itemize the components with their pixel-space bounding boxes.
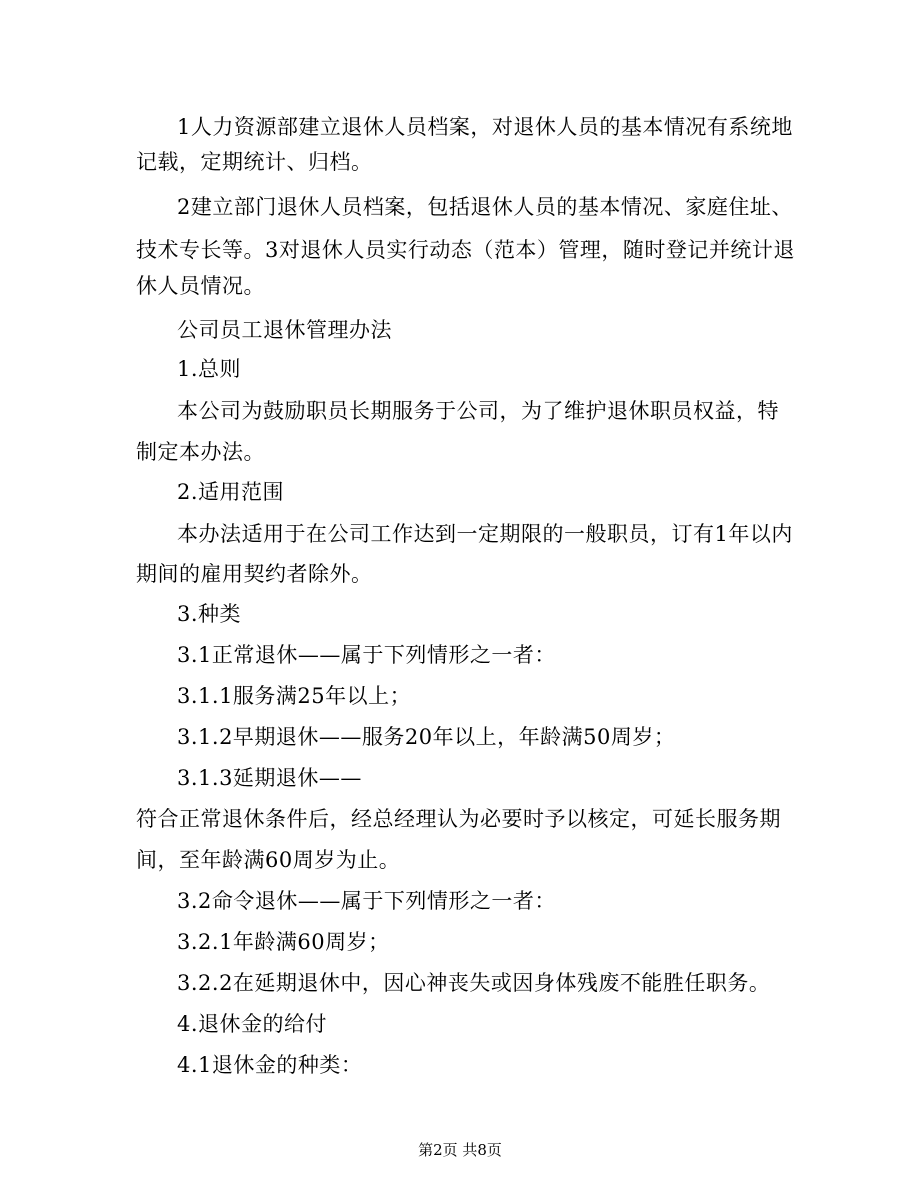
paragraph-line: 3.1.3延期退休—— (177, 766, 362, 790)
paragraph-line: 记载，定期统计、归档。 (136, 150, 373, 174)
paragraph-line: 1人力资源部建立退休人员档案，对退休人员的基本情况有系统地 (177, 115, 793, 139)
page-number-footer: 第2页 共8页 (418, 1141, 502, 1159)
section-heading: 4.退休金的给付 (177, 1012, 328, 1036)
paragraph-line: 2建立部门退休人员档案，包括退休人员的基本情况、家庭住址、 (177, 195, 793, 219)
paragraph-line: 4.1退休金的种类： (177, 1053, 363, 1077)
section-heading: 1.总则 (177, 357, 242, 381)
paragraph-line: 3.2.2在延期退休中，因心神丧失或因身体残废不能胜任职务。 (177, 971, 771, 995)
paragraph-line: 本公司为鼓励职员长期服务于公司，为了维护退休职员权益，特 (177, 399, 779, 423)
paragraph-line: 符合正常退休条件后，经总经理认为必要时予以核定，可延长服务期 (136, 807, 781, 831)
paragraph-line: 本办法适用于在公司工作达到一定期限的一般职员，订有1年以内 (177, 522, 793, 546)
paragraph-line: 3.1.2早期退休——服务20年以上，年龄满50周岁； (177, 725, 676, 749)
section-heading: 公司员工退休管理办法 (177, 318, 392, 342)
section-heading: 2.适用范围 (177, 480, 285, 504)
paragraph-line: 休人员情况。 (136, 274, 265, 298)
paragraph-line: 3.2.1年龄满60周岁； (177, 930, 390, 954)
paragraph-line: 3.1正常退休——属于下列情形之一者： (177, 643, 556, 667)
paragraph-line: 3.2命令退休——属于下列情形之一者： (177, 889, 556, 913)
paragraph-line: 制定本办法。 (136, 440, 265, 464)
paragraph-line: 间，至年龄满60周岁为止。 (136, 848, 401, 872)
section-heading: 3.种类 (177, 602, 242, 626)
paragraph-line: 技术专长等。3对退休人员实行动态（范本）管理，随时登记并统计退 (136, 238, 795, 262)
paragraph-line: 期间的雇用契约者除外。 (136, 562, 373, 586)
paragraph-line: 3.1.1服务满25年以上； (177, 684, 412, 708)
